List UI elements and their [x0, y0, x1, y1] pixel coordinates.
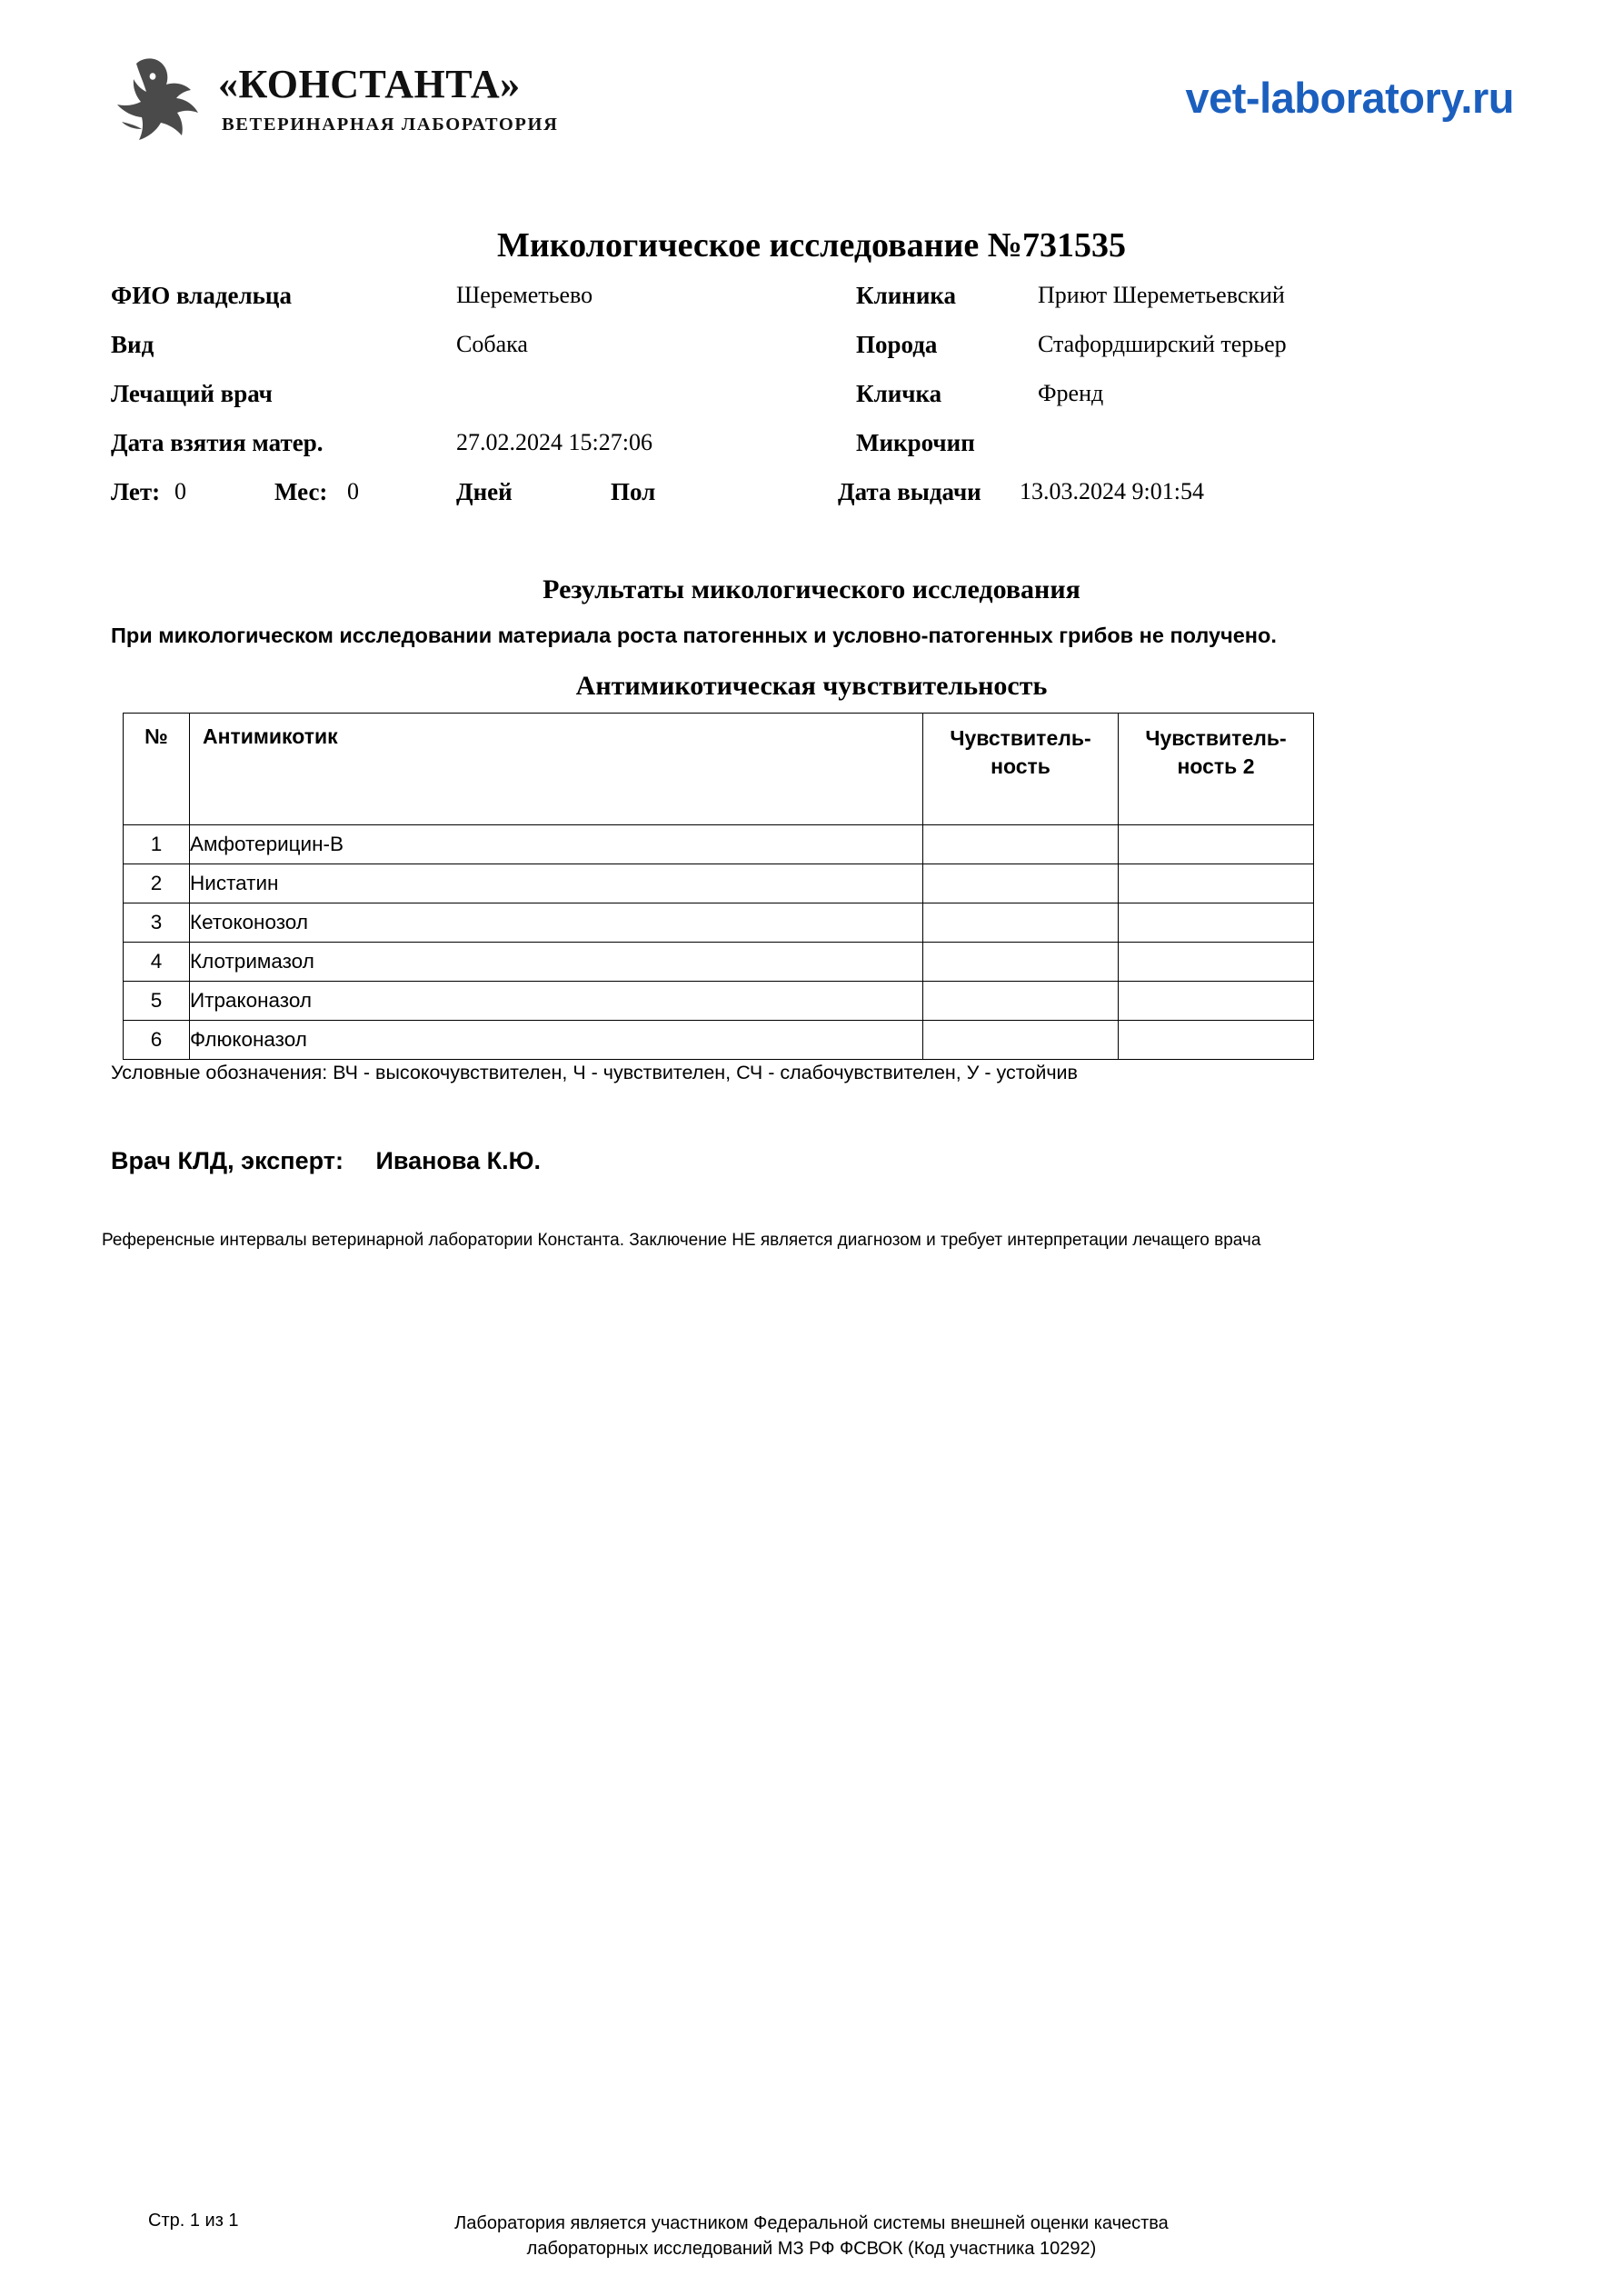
row-sensitivity-1	[923, 982, 1119, 1021]
column-header-number: №	[124, 714, 190, 825]
issue-date-value: 13.03.2024 9:01:54	[1020, 478, 1204, 504]
row-number: 4	[124, 943, 190, 982]
years-value: 0	[174, 478, 186, 504]
info-row	[111, 331, 1515, 380]
patient-info	[111, 282, 1515, 531]
info-row	[111, 282, 1515, 331]
issue-date-label: Дата выдачи	[838, 478, 981, 505]
signature-block	[111, 1147, 541, 1175]
table-row	[124, 864, 1314, 903]
row-sensitivity-1	[923, 903, 1119, 943]
row-number: 2	[124, 864, 190, 903]
brand-subtitle: ВЕТЕРИНАРНАЯ ЛАБОРАТОРИЯ	[222, 115, 559, 135]
row-antimycotic: Итраконазол	[190, 982, 923, 1021]
row-sensitivity-1	[923, 943, 1119, 982]
row-sensitivity-1	[923, 825, 1119, 864]
row-sensitivity-2	[1119, 943, 1314, 982]
row-sensitivity-2	[1119, 903, 1314, 943]
doctor-label: Лечащий врач	[111, 380, 273, 407]
clinic-label: Клиника	[856, 282, 957, 309]
document-header	[109, 56, 1514, 175]
table-header-row	[124, 714, 1314, 825]
row-antimycotic: Нистатин	[190, 864, 923, 903]
info-row	[111, 380, 1515, 429]
owner-label: ФИО владельца	[111, 282, 292, 309]
table-row	[124, 903, 1314, 943]
species-value: Собака	[456, 331, 528, 357]
info-row	[111, 429, 1515, 478]
owner-value: Шереметьево	[456, 282, 593, 308]
table-row	[124, 982, 1314, 1021]
row-antimycotic: Флюконазол	[190, 1021, 923, 1060]
table-row	[124, 825, 1314, 864]
breed-label: Порода	[856, 331, 938, 358]
row-number: 5	[124, 982, 190, 1021]
nickname-label: Кличка	[856, 380, 942, 407]
footer-line-1: Лаборатория является участником Федеральной системы внешней оценки качества	[454, 2213, 1169, 2233]
column-header-sensitivity-2	[1119, 714, 1314, 825]
disclaimer-text: Референсные интервалы ветеринарной лаборатории Константа. Заключение НЕ является диагнозом и требует интерпретации лечащего врача	[102, 1231, 1261, 1250]
row-sensitivity-1	[923, 864, 1119, 903]
row-number: 6	[124, 1021, 190, 1060]
breed-value: Стафордширский терьер	[1038, 331, 1287, 357]
column-header-antimycotic: Антимикотик	[190, 714, 923, 825]
row-antimycotic: Клотримазол	[190, 943, 923, 982]
years-label: Лет:	[111, 478, 161, 505]
page-number: Стр. 1 из 1	[148, 2211, 239, 2231]
brand-name: «КОНСТАНТА»	[218, 62, 521, 106]
legend-text: Условные обозначения: ВЧ - высокочувствителен, Ч - чувствителен, СЧ - слабочувствителен, У - устойчив	[111, 1062, 1078, 1083]
sensitivity-1-line1: Чувствитель-	[950, 726, 1091, 750]
sex-label: Пол	[611, 478, 656, 505]
row-sensitivity-2	[1119, 864, 1314, 903]
sensitivity-heading: Антимикотическая чувствительность	[575, 671, 1048, 701]
nickname-value: Френд	[1038, 380, 1104, 406]
row-number: 3	[124, 903, 190, 943]
species-label: Вид	[111, 331, 154, 358]
days-label: Дней	[456, 478, 513, 505]
antimycotic-sensitivity-table	[123, 713, 1314, 1060]
info-row-age	[111, 478, 1515, 531]
results-heading: Результаты микологического исследования	[543, 574, 1080, 604]
table-row	[124, 943, 1314, 982]
row-sensitivity-1	[923, 1021, 1119, 1060]
sensitivity-2-line1: Чувствитель-	[1145, 726, 1287, 750]
whale-icon	[109, 56, 209, 152]
page-title: Микологическое исследование №731535	[497, 226, 1126, 265]
months-value: 0	[347, 478, 359, 504]
table-row	[124, 1021, 1314, 1060]
results-conclusion: При микологическом исследовании материала роста патогенных и условно-патогенных грибов не получено.	[111, 624, 1277, 647]
months-label: Мес:	[274, 478, 328, 505]
microchip-label: Микрочип	[856, 429, 975, 456]
website-link[interactable]: vet-laboratory.ru	[1185, 74, 1514, 122]
row-sensitivity-2	[1119, 982, 1314, 1021]
row-sensitivity-2	[1119, 1021, 1314, 1060]
row-antimycotic: Амфотерицин-В	[190, 825, 923, 864]
signature-name: Иванова К.Ю.	[375, 1147, 542, 1174]
row-number: 1	[124, 825, 190, 864]
sensitivity-2-line2: ность 2	[1177, 754, 1255, 779]
signature-label: Врач КЛД, эксперт:	[111, 1147, 344, 1174]
sample-date-label: Дата взятия матер.	[111, 429, 324, 456]
sensitivity-1-line2: ность	[991, 754, 1050, 779]
row-antimycotic: Кетоконозол	[190, 903, 923, 943]
sample-date-value: 27.02.2024 15:27:06	[456, 429, 652, 455]
clinic-value: Приют Шереметьевский	[1038, 282, 1285, 308]
footer-line-2: лабораторных исследований МЗ РФ ФСВОК (Код участника 10292)	[526, 2239, 1097, 2260]
footer-note	[0, 2211, 1623, 2262]
lab-logo	[109, 56, 558, 152]
column-header-sensitivity-1	[923, 714, 1119, 825]
row-sensitivity-2	[1119, 825, 1314, 864]
